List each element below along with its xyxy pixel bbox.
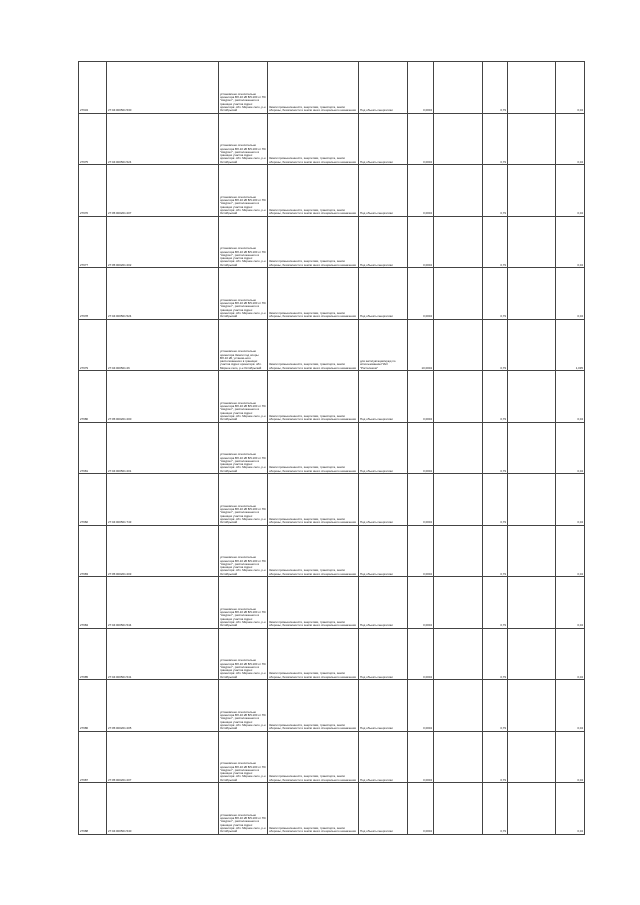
- rate-text: 0,79: [500, 211, 506, 216]
- empty-cell: [434, 783, 483, 835]
- area-cell: [408, 628, 434, 680]
- empty-cell: [508, 319, 556, 371]
- row-number-text: 27677: [80, 262, 89, 267]
- rate-text: 0,79: [500, 777, 506, 782]
- amount-cell: [556, 62, 585, 114]
- land-category-text: Земли промышленности, энергетики, транспорта, земли обороны, безопасности и земли иного специального назначения: [269, 774, 356, 782]
- rate-cell: [483, 680, 508, 732]
- area-cell: [408, 165, 434, 217]
- amount-text: 0,04: [577, 520, 583, 525]
- land-category-cell: [268, 422, 359, 474]
- area-text: 0,0004: [423, 623, 432, 628]
- land-category-text: Земли промышленности, энергетики, транспорта, земли обороны, безопасности и земли иного специального назначения: [269, 722, 356, 731]
- location-text: установлено относительно ориентира ВЛ-10 кВ ВЛ-100 от ПС "Амурзет", расположенного в границах участка Адрес ориентира: обл. Мирное село, р-н Октябрьский: [220, 91, 266, 113]
- row-number-cell: [79, 216, 107, 268]
- location-cell: [219, 577, 268, 629]
- location-text: установлено относительно ориентира ВЛ-10 кВ ВЛ-100 от ПС "Амурзет", расположенного в границах участка Адрес ориентира: обл. Мирное село, р-н Октябрьский: [220, 658, 266, 679]
- empty-cell: [434, 268, 483, 320]
- location-cell: [219, 783, 268, 835]
- location-cell: [219, 319, 268, 371]
- permitted-use-text: Под объекты энергетики: [360, 674, 393, 679]
- row-number-cell: [79, 422, 107, 474]
- location-cell: [219, 113, 268, 165]
- cadastral-number-cell: [107, 628, 219, 680]
- amount-text: 0,04: [577, 262, 583, 267]
- land-category-cell: [268, 371, 359, 423]
- cadastral-number-cell: [107, 216, 219, 268]
- row-number-text: 27682: [80, 520, 89, 525]
- permitted-use-text: Под объекты энергетики: [360, 417, 393, 422]
- location-text: установлено относительно ориентира ВЛ-10 кВ ВЛ-100 от ПС "Амурзет", расположенного в границах участка Адрес ориентира: обл. Мирное село, р-н Октябрьский: [220, 246, 266, 267]
- rate-text: 0,79: [500, 417, 506, 422]
- empty-cell: [508, 371, 556, 423]
- rate-cell: [483, 62, 508, 114]
- location-cell: [219, 268, 268, 320]
- land-plot-table: [78, 61, 583, 846]
- cadastral-number-cell: [107, 474, 219, 526]
- area-cell: [408, 62, 434, 114]
- amount-cell: [556, 731, 585, 783]
- rate-cell: [483, 216, 508, 268]
- empty-cell: [434, 319, 483, 371]
- empty-cell: [434, 577, 483, 629]
- rate-text: 0,79: [500, 520, 506, 525]
- row-number-cell: [79, 474, 107, 526]
- land-category-text: Земли промышленности, энергетики, транспорта, земли обороны, безопасности и земли иного специального назначения: [269, 619, 356, 628]
- cadastral-number-cell: [107, 731, 219, 783]
- permitted-use-cell: [359, 165, 408, 217]
- row-number-cell: [79, 268, 107, 320]
- location-text: установлено относительно ориентира Земли под опоры ВЛ-10 кВ, установ-ного расположенного в границах участка Адрес ориентира: обл. Мирное село, р-н Октябрьский: [220, 349, 262, 370]
- land-category-cell: [268, 474, 359, 526]
- area-cell: [408, 474, 434, 526]
- area-text: 0,0004: [423, 726, 432, 731]
- area-text: 0,0004: [423, 829, 432, 834]
- empty-cell: [508, 474, 556, 526]
- location-cell: [219, 422, 268, 474]
- empty-cell: [434, 62, 483, 114]
- location-text: установлено относительно ориентира ВЛ-10 кВ ВЛ-100 от ПС "Амурзет", расположенного в границах участка Адрес ориентира: обл. Мирное село, р-н Октябрьский: [220, 400, 266, 422]
- amount-text: 0,04: [577, 777, 583, 782]
- amount-text: 0,04: [577, 571, 583, 576]
- land-category-text: Земли промышленности, энергетики, транспорта, земли обороны, безопасности и земли иного специального назначения: [269, 671, 356, 679]
- cadastral-number-cell: [107, 165, 219, 217]
- amount-text: 0,04: [577, 108, 583, 113]
- location-cell: [219, 62, 268, 114]
- empty-cell: [508, 525, 556, 577]
- land-category-text: Земли промышленности, энергетики, транспорта, земли обороны, безопасности и земли иного специального назначения: [269, 516, 356, 525]
- table-row: [79, 422, 585, 474]
- table-row: [79, 680, 585, 732]
- location-text: установлено относительно ориентира ВЛ-10 кВ ВЛ-100 от ПС "Амурзет", расположенного в границах участка Адрес ориентира: обл. Мирное село, р-н Октябрьский: [220, 297, 266, 319]
- row-number-text: 27680: [80, 417, 89, 422]
- row-number-cell: [79, 113, 107, 165]
- location-cell: [219, 680, 268, 732]
- permitted-use-text: Под объекты энергетики: [360, 777, 393, 782]
- area-text: 0,0004: [423, 211, 432, 216]
- amount-cell: [556, 422, 585, 474]
- table-body: [79, 62, 585, 835]
- permitted-use-cell: [359, 628, 408, 680]
- permitted-use-cell: [359, 783, 408, 835]
- empty-cell: [508, 165, 556, 217]
- table-row: [79, 216, 585, 268]
- land-category-text: Земли промышленности, энергетики, транспорта, земли обороны, безопасности и земли иного специального назначения: [269, 259, 356, 267]
- permitted-use-text: Под объекты энергетики: [360, 623, 393, 628]
- location-cell: [219, 371, 268, 423]
- cadastral-number-text: 27:05:000201:203: [108, 571, 132, 576]
- rate-text: 0,79: [500, 571, 506, 576]
- table-row: [79, 165, 585, 217]
- amount-text: 0,04: [577, 314, 583, 319]
- row-number-text: 27634: [80, 108, 89, 113]
- rate-text: 0,79: [500, 726, 506, 731]
- data-table: [78, 61, 585, 835]
- permitted-use-cell: [359, 731, 408, 783]
- row-number-text: 27676: [80, 211, 89, 216]
- empty-cell: [434, 731, 483, 783]
- empty-cell: [434, 165, 483, 217]
- area-cell: [408, 268, 434, 320]
- land-category-text: Земли промышленности, энергетики, транспорта, земли обороны, безопасности и земли иного специального назначения: [269, 310, 356, 319]
- land-category-cell: [268, 62, 359, 114]
- area-text: 0,0004: [423, 674, 432, 679]
- permitted-use-cell: [359, 62, 408, 114]
- table-row: [79, 474, 585, 526]
- cadastral-number-cell: [107, 62, 219, 114]
- empty-cell: [508, 628, 556, 680]
- cadastral-number-cell: [107, 371, 219, 423]
- amount-text: 1,035: [575, 365, 583, 370]
- land-category-cell: [268, 113, 359, 165]
- rate-cell: [483, 319, 508, 371]
- amount-text: 0,04: [577, 417, 583, 422]
- cadastral-number-text: 27:04:000501:26: [108, 365, 130, 370]
- rate-text: 0,79: [500, 314, 506, 319]
- row-number-text: 27686: [80, 726, 89, 731]
- land-category-cell: [268, 216, 359, 268]
- cadastral-number-text: 27:05:000201:205: [108, 726, 132, 731]
- area-text: 0,0004: [423, 262, 432, 267]
- area-cell: [408, 422, 434, 474]
- permitted-use-text: для эксплуатации/нужд по использованию ПАО "Ростелеком": [360, 359, 396, 370]
- cadastral-number-cell: [107, 113, 219, 165]
- location-cell: [219, 731, 268, 783]
- permitted-use-cell: [359, 268, 408, 320]
- area-cell: [408, 371, 434, 423]
- cadastral-number-cell: [107, 525, 219, 577]
- location-cell: [219, 628, 268, 680]
- area-text: 0,0004: [423, 777, 432, 782]
- permitted-use-cell: [359, 474, 408, 526]
- land-category-text: Земли промышленности, энергетики, транспорта, земли обороны, безопасности и земли иного специального назначения: [269, 207, 356, 216]
- area-cell: [408, 577, 434, 629]
- permitted-use-text: Под объекты энергетики: [360, 468, 393, 473]
- table-row: [79, 319, 585, 371]
- land-category-cell: [268, 165, 359, 217]
- location-text: установлено относительно ориентира ВЛ-10 кВ ВЛ-100 от ПС "Амурзет", расположенного в границах участка Адрес ориентира: обл. Мирное село, р-н Октябрьский: [220, 812, 266, 834]
- cadastral-number-text: 27:04:000501:540: [108, 829, 132, 834]
- table-row: [79, 268, 585, 320]
- amount-cell: [556, 628, 585, 680]
- cadastral-number-cell: [107, 319, 219, 371]
- cadastral-number-text: 27:04:000501:524: [108, 159, 132, 164]
- rate-cell: [483, 628, 508, 680]
- cadastral-number-text: 27:04:000501:201: [108, 468, 132, 473]
- row-number-cell: [79, 62, 107, 114]
- rate-text: 0,79: [500, 159, 506, 164]
- row-number-text: 27675: [80, 159, 89, 164]
- land-category-cell: [268, 319, 359, 371]
- location-cell: [219, 525, 268, 577]
- rate-text: 0,79: [500, 623, 506, 628]
- area-cell: [408, 680, 434, 732]
- rate-text: 0,79: [500, 365, 506, 370]
- cadastral-number-text: 27:05:000201:200: [108, 417, 132, 422]
- rate-text: 0,79: [500, 262, 506, 267]
- land-category-cell: [268, 731, 359, 783]
- land-category-text: Земли промышленности, энергетики, транспорта, земли обороны, безопасности и земли иного специального назначения: [269, 104, 356, 113]
- location-text: установлено относительно ориентира ВЛ-10 кВ ВЛ-100 от ПС "Амурзет", расположенного в границах участка Адрес ориентира: обл. Мирное село, р-н Октябрьский: [220, 194, 266, 216]
- cadastral-number-cell: [107, 422, 219, 474]
- rate-cell: [483, 525, 508, 577]
- row-number-text: 27684: [80, 623, 89, 628]
- area-text: 0,0004: [423, 314, 432, 319]
- location-text: установлено относительно ориентира ВЛ-10 кВ ВЛ-100 от ПС "Амурзет", расположенного в границах участка Адрес ориентира: обл. Мирное село, р-н Октябрьский: [220, 761, 266, 782]
- area-cell: [408, 216, 434, 268]
- land-category-text: Земли промышленности, энергетики, транспорта, земли обороны, безопасности и земли иного специального назначения: [269, 825, 356, 834]
- empty-cell: [508, 577, 556, 629]
- row-number-cell: [79, 371, 107, 423]
- amount-cell: [556, 371, 585, 423]
- rate-cell: [483, 474, 508, 526]
- cadastral-number-cell: [107, 268, 219, 320]
- row-number-text: 27687: [80, 777, 89, 782]
- cadastral-number-text: 27:05:000201:207: [108, 777, 132, 782]
- row-number-text: 27688: [80, 829, 89, 834]
- location-cell: [219, 474, 268, 526]
- area-text: 0,0004: [423, 520, 432, 525]
- area-text: 0,0004: [423, 571, 432, 576]
- location-text: установлено относительно ориентира ВЛ-10 кВ ВЛ-100 от ПС "Амурзет", расположенного в границах участка Адрес ориентира: обл. Мирное село, р-н Октябрьский: [220, 143, 266, 164]
- rate-cell: [483, 577, 508, 629]
- row-number-text: 27679: [80, 365, 89, 370]
- amount-cell: [556, 165, 585, 217]
- area-text: 0,0004: [423, 468, 432, 473]
- rate-cell: [483, 268, 508, 320]
- permitted-use-text: Под объекты энергетики: [360, 726, 393, 731]
- permitted-use-text: Под объекты энергетики: [360, 829, 393, 834]
- rate-cell: [483, 113, 508, 165]
- empty-cell: [434, 371, 483, 423]
- row-number-text: 27681: [80, 468, 89, 473]
- amount-cell: [556, 783, 585, 835]
- empty-cell: [508, 680, 556, 732]
- table-row: [79, 62, 585, 114]
- amount-cell: [556, 680, 585, 732]
- amount-cell: [556, 216, 585, 268]
- permitted-use-text: Под объекты энергетики: [360, 159, 393, 164]
- amount-cell: [556, 268, 585, 320]
- cadastral-number-text: 27:04:000501:743: [108, 520, 132, 525]
- rate-text: 0,79: [500, 108, 506, 113]
- cadastral-number-text: 27:04:000501:524: [108, 314, 132, 319]
- empty-cell: [434, 422, 483, 474]
- row-number-cell: [79, 525, 107, 577]
- rate-text: 0,79: [500, 829, 506, 834]
- cadastral-number-text: 27:04:000501:544: [108, 623, 132, 628]
- amount-text: 0,04: [577, 623, 583, 628]
- table-row: [79, 525, 585, 577]
- cadastral-number-cell: [107, 577, 219, 629]
- permitted-use-cell: [359, 113, 408, 165]
- rate-cell: [483, 165, 508, 217]
- amount-text: 0,04: [577, 159, 583, 164]
- table-row: [79, 113, 585, 165]
- rate-cell: [483, 731, 508, 783]
- area-cell: [408, 783, 434, 835]
- empty-cell: [434, 628, 483, 680]
- row-number-text: 27683: [80, 571, 89, 576]
- amount-text: 0,04: [577, 674, 583, 679]
- area-cell: [408, 525, 434, 577]
- row-number-cell: [79, 165, 107, 217]
- empty-cell: [434, 216, 483, 268]
- location-text: установлено относительно ориентира ВЛ-10 кВ ВЛ-100 от ПС "Амурзет", расположенного в границах участка Адрес ориентира: обл. Мирное село, р-н Октябрьский: [220, 452, 266, 473]
- area-cell: [408, 113, 434, 165]
- table-row: [79, 731, 585, 783]
- rate-text: 0,79: [500, 468, 506, 473]
- land-category-text: Земли промышленности, энергетики, транспорта, земли обороны, безопасности и земли иного специального назначения: [269, 156, 356, 164]
- permitted-use-cell: [359, 422, 408, 474]
- rate-cell: [483, 371, 508, 423]
- location-cell: [219, 216, 268, 268]
- rate-cell: [483, 422, 508, 474]
- table-row: [79, 577, 585, 629]
- row-number-text: 27685: [80, 674, 89, 679]
- table-row: [79, 783, 585, 835]
- permitted-use-text: Под объекты энергетики: [360, 571, 393, 576]
- empty-cell: [508, 268, 556, 320]
- permitted-use-cell: [359, 525, 408, 577]
- empty-cell: [434, 525, 483, 577]
- amount-cell: [556, 474, 585, 526]
- amount-text: 0,04: [577, 829, 583, 834]
- cadastral-number-text: 27:04:000501:530: [108, 108, 132, 113]
- area-text: 0,0004: [423, 159, 432, 164]
- amount-cell: [556, 113, 585, 165]
- permitted-use-text: Под объекты энергетики: [360, 211, 393, 216]
- empty-cell: [508, 62, 556, 114]
- permitted-use-text: Под объекты энергетики: [360, 520, 393, 525]
- land-category-cell: [268, 577, 359, 629]
- amount-text: 0,04: [577, 726, 583, 731]
- land-category-text: Земли промышленности, энергетики, транспорта, земли обороны, безопасности и земли иного специального назначения: [269, 413, 356, 422]
- permitted-use-cell: [359, 216, 408, 268]
- row-number-cell: [79, 628, 107, 680]
- empty-cell: [508, 216, 556, 268]
- land-category-text: Земли промышленности, энергетики, транспорта, земли обороны, безопасности и земли иного специального назначения: [269, 465, 356, 473]
- empty-cell: [508, 113, 556, 165]
- amount-text: 0,04: [577, 211, 583, 216]
- empty-cell: [508, 422, 556, 474]
- empty-cell: [508, 783, 556, 835]
- permitted-use-cell: [359, 371, 408, 423]
- area-text: 0,0004: [423, 417, 432, 422]
- empty-cell: [434, 680, 483, 732]
- row-number-cell: [79, 783, 107, 835]
- cadastral-number-text: 27:04:000501:541: [108, 674, 132, 679]
- table-row: [79, 371, 585, 423]
- cadastral-number-cell: [107, 783, 219, 835]
- land-category-cell: [268, 680, 359, 732]
- row-number-cell: [79, 319, 107, 371]
- land-category-cell: [268, 783, 359, 835]
- amount-cell: [556, 577, 585, 629]
- land-category-cell: [268, 628, 359, 680]
- cadastral-number-cell: [107, 680, 219, 732]
- land-category-cell: [268, 268, 359, 320]
- area-cell: [408, 319, 434, 371]
- permitted-use-text: Под объекты энергетики: [360, 314, 393, 319]
- location-text: установлено относительно ориентира ВЛ-10 кВ ВЛ-100 от ПС "Амурзет", расположенного в границах участка Адрес ориентира: обл. Мирное село, р-н Октябрьский: [220, 709, 266, 731]
- row-number-cell: [79, 680, 107, 732]
- land-category-cell: [268, 525, 359, 577]
- land-category-text: Земли промышленности, энергетики, транспорта, земли обороны, безопасности и земли иного специального назначения: [269, 362, 356, 370]
- area-text: 0,0004: [423, 108, 432, 113]
- permitted-use-cell: [359, 319, 408, 371]
- rate-cell: [483, 783, 508, 835]
- permitted-use-cell: [359, 577, 408, 629]
- amount-cell: [556, 525, 585, 577]
- row-number-cell: [79, 577, 107, 629]
- location-cell: [219, 165, 268, 217]
- permitted-use-cell: [359, 680, 408, 732]
- permitted-use-text: Под объекты энергетики: [360, 262, 393, 267]
- row-number-text: 27678: [80, 314, 89, 319]
- table-row: [79, 628, 585, 680]
- amount-cell: [556, 319, 585, 371]
- rate-text: 0,79: [500, 674, 506, 679]
- empty-cell: [434, 474, 483, 526]
- cadastral-number-text: 27:05:000201:202: [108, 262, 132, 267]
- cadastral-number-text: 27:05:000201:207: [108, 211, 132, 216]
- location-text: установлено относительно ориентира ВЛ-10 кВ ВЛ-100 от ПС "Амурзет", расположенного в границах участка Адрес ориентира: обл. Мирное село, р-н Октябрьский: [220, 503, 266, 525]
- permitted-use-text: Под объекты энергетики: [360, 108, 393, 113]
- row-number-cell: [79, 731, 107, 783]
- location-text: установлено относительно ориентира ВЛ-10 кВ ВЛ-100 от ПС "Амурзет", расположенного в границах участка Адрес ориентира: обл. Мирное село, р-н Октябрьский: [220, 606, 266, 628]
- amount-text: 0,04: [577, 468, 583, 473]
- land-category-text: Земли промышленности, энергетики, транспорта, земли обороны, безопасности и земли иного специального назначения: [269, 568, 356, 576]
- location-text: установлено относительно ориентира ВЛ-10 кВ ВЛ-100 от ПС "Амурзет", расположенного в границах участка Адрес ориентира: обл. Мирное село, р-н Октябрьский: [220, 555, 266, 576]
- empty-cell: [508, 731, 556, 783]
- area-text: 10,0004: [421, 365, 432, 370]
- empty-cell: [434, 113, 483, 165]
- area-cell: [408, 731, 434, 783]
